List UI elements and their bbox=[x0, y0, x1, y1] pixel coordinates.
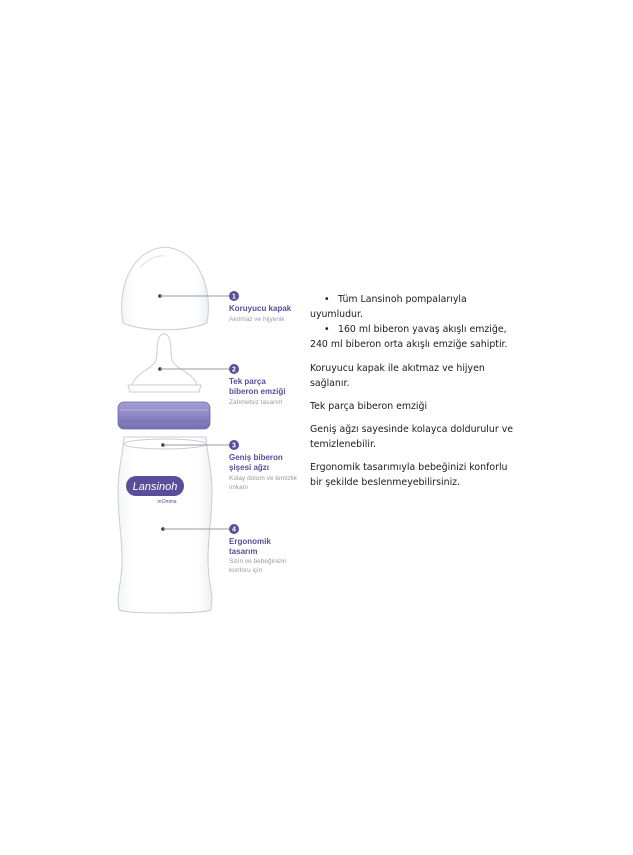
bullet-item bbox=[310, 322, 520, 352]
bottle-nipple bbox=[128, 334, 201, 392]
callout-title: Geniş biberon bbox=[229, 453, 283, 462]
callout-title: tasarım bbox=[229, 547, 258, 556]
bottle-body bbox=[118, 437, 212, 613]
feature-paragraph: Tek parça biberon emziği bbox=[310, 401, 428, 412]
callout-3 bbox=[229, 440, 298, 491]
callout-number: 3 bbox=[232, 442, 236, 450]
feature-paragraph: Geniş ağzı sayesinde kolayca doldurulur ve temizlenebilir. bbox=[310, 424, 514, 450]
callout-1 bbox=[229, 291, 292, 323]
callout-title: Ergonomik bbox=[229, 537, 271, 546]
bullet-text: 160 ml biberon yavaş akışlı emziğe, bbox=[338, 324, 507, 335]
bullet-text-continued: uyumludur. bbox=[310, 309, 363, 320]
callout-number: 1 bbox=[232, 293, 236, 301]
callout-title: şişesi ağzı bbox=[229, 463, 270, 472]
callout-subtitle: Akıtmaz ve hijyenik bbox=[229, 316, 285, 323]
bullet-text: Tüm Lansinoh pompalarıyla bbox=[338, 294, 467, 305]
bullet-item bbox=[310, 292, 520, 322]
protective-cap bbox=[122, 247, 209, 330]
feature-paragraph: Ergonomik tasarımıyla bebeğinizi konforlu bir şekilde beslenmeyebilirsiniz. bbox=[310, 462, 508, 488]
callout-subtitle: Sizin ve bebeğinizin bbox=[229, 558, 287, 565]
bottle-collar bbox=[118, 402, 210, 429]
logo-brand: Lansinoh bbox=[132, 481, 178, 493]
feature-paragraph: Koruyucu kapak ile akıtmaz ve hijyen sağlanır. bbox=[310, 363, 485, 389]
callout-title: Koruyucu kapak bbox=[229, 304, 292, 313]
callout-4 bbox=[229, 524, 287, 574]
callout-number: 2 bbox=[232, 366, 236, 374]
logo-model: mOmma bbox=[157, 499, 177, 505]
callout-subtitle: imkanı bbox=[229, 484, 249, 491]
product-description bbox=[310, 292, 520, 490]
callout-number: 4 bbox=[232, 526, 236, 534]
callout-2 bbox=[229, 364, 285, 406]
callout-subtitle: Zahmetsiz tasarım bbox=[229, 399, 283, 406]
bullet-symbol: • bbox=[324, 294, 330, 305]
callout-subtitle: Kolay dolum ve temizlik bbox=[229, 475, 297, 482]
callout-title: Tek parça bbox=[229, 377, 266, 386]
bullet-text-continued: 240 ml biberon orta akışlı emziğe sahiptir. bbox=[310, 339, 508, 350]
callout-subtitle: konforu için bbox=[229, 567, 263, 574]
callout-title: biberon emziği bbox=[229, 387, 286, 396]
bullet-symbol: • bbox=[324, 324, 330, 335]
